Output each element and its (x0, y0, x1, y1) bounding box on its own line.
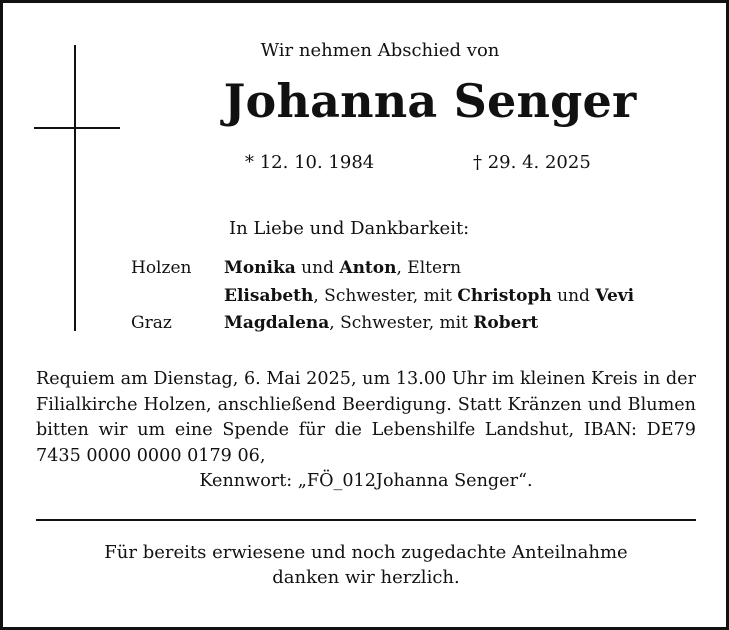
requiem-keyword: Kennwort: „FÖ_012Johanna Senger“. (199, 471, 533, 491)
thanks-text (36, 540, 696, 590)
deceased-name: Johanna Senger (223, 74, 637, 128)
birth-date: * 12. 10. 1984 (245, 152, 375, 173)
death-date: † 29. 4. 2025 (473, 152, 591, 173)
mourner-line: Elisabeth, Schwester, mit Christoph und Vevi (224, 286, 635, 306)
mourner-line: Magdalena, Schwester, mit Robert (224, 313, 539, 333)
divider (36, 519, 696, 521)
mourner-place: Graz (131, 313, 172, 333)
thanks-line-1: Für bereits erwiesene und noch zugedachte Anteilnahme (104, 542, 628, 563)
cross-icon-horizontal (34, 127, 120, 129)
cross-icon-vertical (74, 45, 76, 331)
requiem-body: Requiem am Dienstag, 6. Mai 2025, um 13.00 Uhr im kleinen Kreis in der Filialkirche Holzen, anschließend Beerdigung. Statt Kränzen und Blumen bitten wir um eine Spende für die Lebenshilfe Landshut, IBAN: DE79 7435 0000 0000 0179 06, (36, 369, 696, 466)
dedication-text: In Liebe und Dankbarkeit: (229, 218, 470, 239)
requiem-paragraph (36, 367, 696, 495)
thanks-line-2: danken wir herzlich. (272, 567, 460, 588)
mourner-place: Holzen (131, 258, 192, 278)
mourner-line: Monika und Anton, Eltern (224, 258, 462, 278)
intro-text: Wir nehmen Abschied von (260, 40, 500, 61)
